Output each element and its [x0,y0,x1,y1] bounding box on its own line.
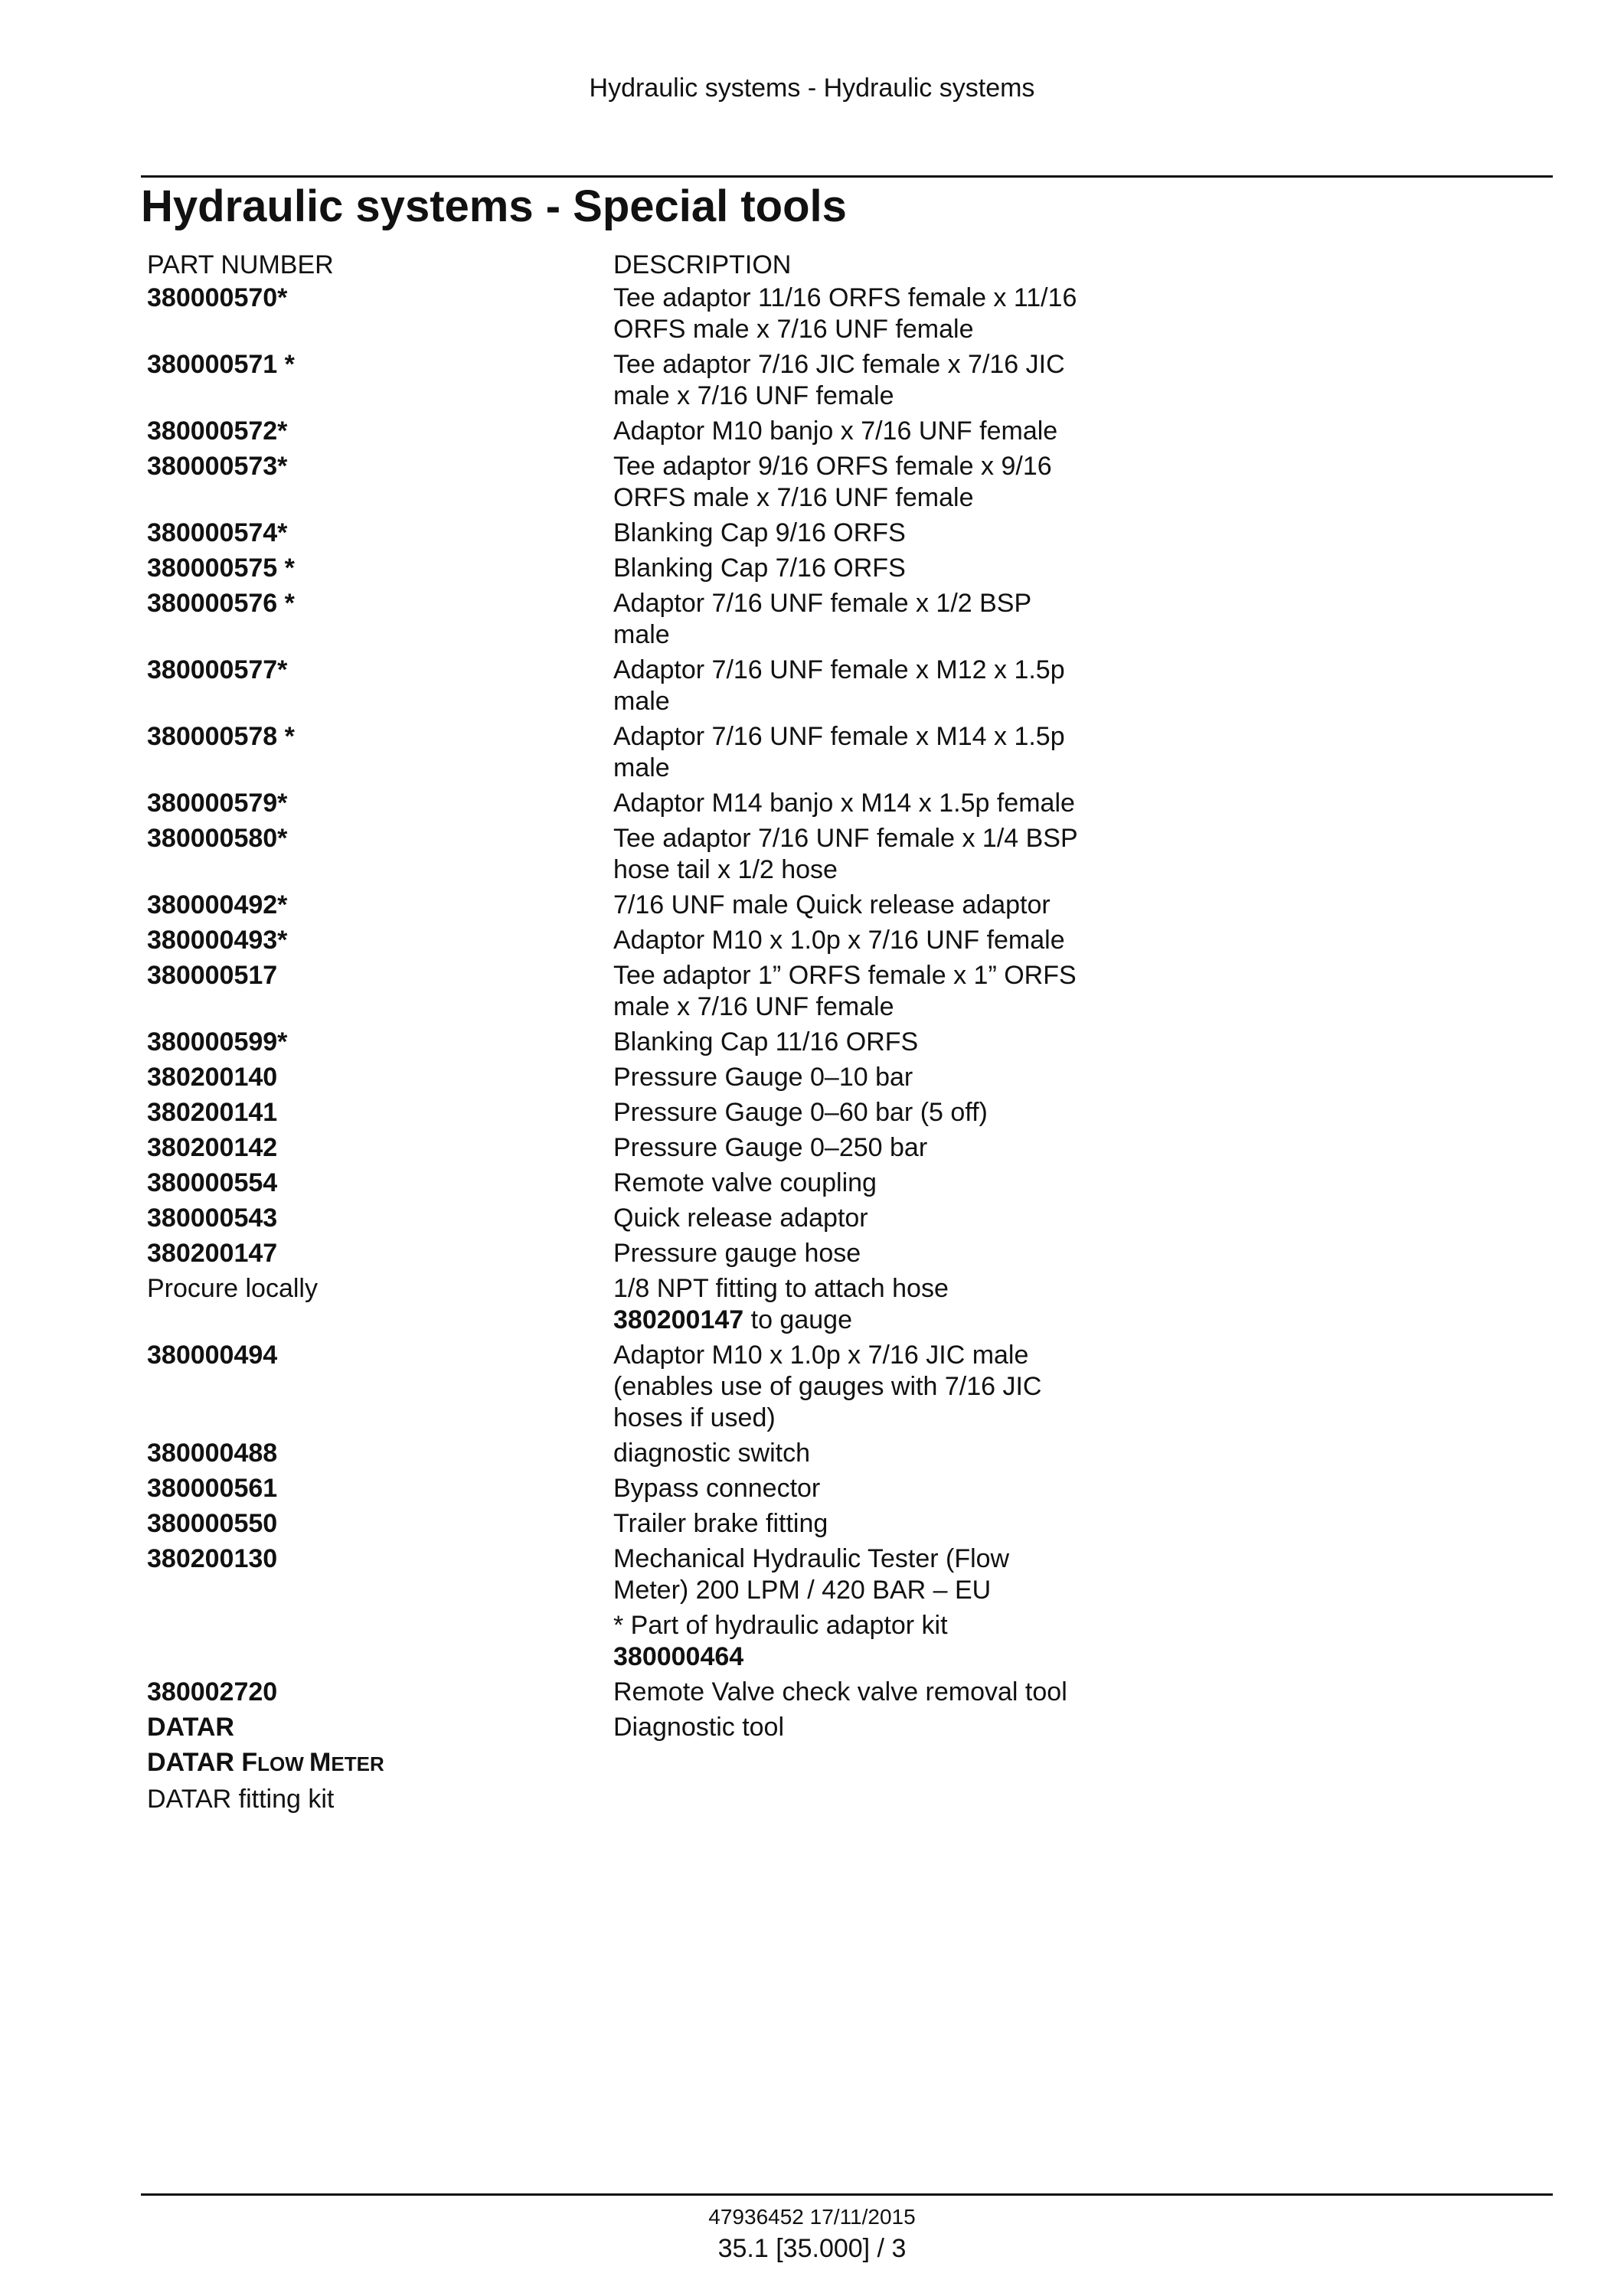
table-row [147,655,1096,717]
description: Pressure Gauge 0–60 bar (5 off) [613,1098,988,1127]
table-row [147,1543,1096,1606]
description: 7/16 UNF male Quick release adaptor [613,890,1051,919]
description-text: 1/8 NPT fitting to attach hose [613,1274,949,1303]
part-number: 380200142 [147,1133,278,1162]
description: Quick release adaptor [613,1204,868,1233]
description: Tee adaptor 7/16 JIC female x 7/16 JIC male x 7/16 UNF female [613,350,1065,410]
table-rows [147,1677,1096,1743]
table-row [147,518,1096,549]
table-row [147,349,1096,412]
part-number: 380000575 * [147,554,295,583]
part-number: 380000574* [147,518,288,547]
table-row [147,890,1096,921]
running-header: Hydraulic systems - Hydraulic systems [589,73,1035,103]
part-number: 380000488 [147,1439,278,1468]
description: Blanking Cap 9/16 ORFS [613,518,906,547]
part-number: DATAR FLOW METER [147,1748,384,1777]
description: Adaptor 7/16 UNF female x M12 x 1.5p male [613,655,1065,716]
description: Adaptor 7/16 UNF female x 1/2 BSP male [613,589,1031,649]
description: Blanking Cap 7/16 ORFS [613,554,906,583]
table-row [147,588,1096,651]
table-row [147,416,1096,447]
description: Diagnostic tool [613,1713,785,1742]
special-tools-table [147,250,1096,1819]
part-number: 380200141 [147,1098,278,1127]
part-number: 380000550 [147,1509,278,1538]
table-row-fitting-kit [147,1784,1096,1815]
table-row [147,925,1096,956]
part-number: Procure locally [147,1274,318,1303]
header-rule [141,175,1553,178]
part-number: 380000570* [147,283,288,312]
table-row [147,1340,1096,1434]
part-number: 380000579* [147,789,288,818]
table-row [147,1677,1096,1708]
table-header [147,250,1096,281]
part-number: 380000576 * [147,589,295,618]
part-reference: 380200147 [613,1305,744,1334]
kit-note [613,1610,1080,1673]
description: Bypass connector [613,1474,821,1503]
description: Adaptor M10 x 1.0p x 7/16 UNF female [613,926,1065,955]
footer-rule [141,2193,1553,2196]
part-number: 380000494 [147,1341,278,1370]
part-number: 380000561 [147,1474,278,1503]
part-number: 380000580* [147,824,288,853]
part-number: 380000517 [147,961,278,990]
part-number: 380200130 [147,1544,278,1573]
part-number: 380000577* [147,655,288,684]
column-header-part-number: PART NUMBER [147,250,334,279]
table-row-note [147,1610,1096,1673]
part-number: DATAR fitting kit [147,1785,335,1814]
part-reference: 380000464 [613,1642,744,1671]
table-row [147,960,1096,1023]
table-row-procure-locally [147,1273,1096,1336]
table-row [147,1027,1096,1058]
description: diagnostic switch [613,1439,811,1468]
page-title: Hydraulic systems - Special tools [141,181,847,231]
table-rows [147,1340,1096,1606]
table-row [147,1168,1096,1199]
column-header-description: DESCRIPTION [613,250,792,279]
part-number: 380000599* [147,1027,288,1057]
table-row [147,788,1096,819]
description: Tee adaptor 7/16 UNF female x 1/4 BSP hose tail x 1/2 hose [613,824,1078,884]
table-row [147,283,1096,345]
description: Remote valve coupling [613,1168,877,1197]
page-number: 35.1 [35.000] / 3 [717,2234,907,2263]
table-row [147,1238,1096,1269]
part-number: 380000578 * [147,722,295,751]
description: Remote Valve check valve removal tool [613,1677,1067,1706]
table-row [147,451,1096,514]
part-number: 380000493* [147,926,288,955]
description: Tee adaptor 9/16 ORFS female x 9/16 ORFS male x 7/16 UNF female [613,452,1052,512]
description: Pressure gauge hose [613,1239,861,1268]
description: Tee adaptor 11/16 ORFS female x 11/16 ORFS male x 7/16 UNF female [613,283,1077,344]
table-rows [147,283,1096,1269]
description: Trailer brake fitting [613,1509,828,1538]
table-row-flow-meter [147,1747,1096,1780]
description: Adaptor M10 banjo x 7/16 UNF female [613,416,1058,446]
description: Blanking Cap 11/16 ORFS [613,1027,919,1057]
part-number: 380000573* [147,452,288,481]
table-row [147,1203,1096,1234]
part-number: DATAR [147,1713,234,1742]
table-row [147,1062,1096,1093]
part-number: 380000543 [147,1204,278,1233]
description [613,1273,1080,1336]
description: Adaptor M10 x 1.0p x 7/16 JIC male (enables use of gauges with 7/16 JIC hoses if used) [613,1341,1042,1432]
part-number: 380200147 [147,1239,278,1268]
document-reference: 47936452 17/11/2015 [708,2205,916,2229]
part-number: 380000571 * [147,350,295,379]
part-number: 380200140 [147,1063,278,1092]
note-text: * Part of hydraulic adaptor kit [613,1611,948,1640]
table-row [147,1473,1096,1504]
description: Tee adaptor 1” ORFS female x 1” ORFS male x 7/16 UNF female [613,961,1077,1021]
part-number: 380000554 [147,1168,278,1197]
description: Adaptor 7/16 UNF female x M14 x 1.5p male [613,722,1065,782]
table-row [147,1097,1096,1128]
description: Pressure Gauge 0–250 bar [613,1133,928,1162]
description-text: to gauge [743,1305,852,1334]
table-row [147,553,1096,584]
part-number: 380000572* [147,416,288,446]
table-row [147,823,1096,886]
description: Pressure Gauge 0–10 bar [613,1063,913,1092]
table-row [147,1438,1096,1469]
table-row [147,1508,1096,1540]
part-number: 380002720 [147,1677,278,1706]
description: Mechanical Hydraulic Tester (Flow Meter) 200 LPM / 420 BAR – EU [613,1544,1010,1605]
table-row [147,1712,1096,1743]
part-number: 380000492* [147,890,288,919]
description: Adaptor M14 banjo x M14 x 1.5p female [613,789,1075,818]
table-row [147,721,1096,784]
table-row [147,1132,1096,1164]
